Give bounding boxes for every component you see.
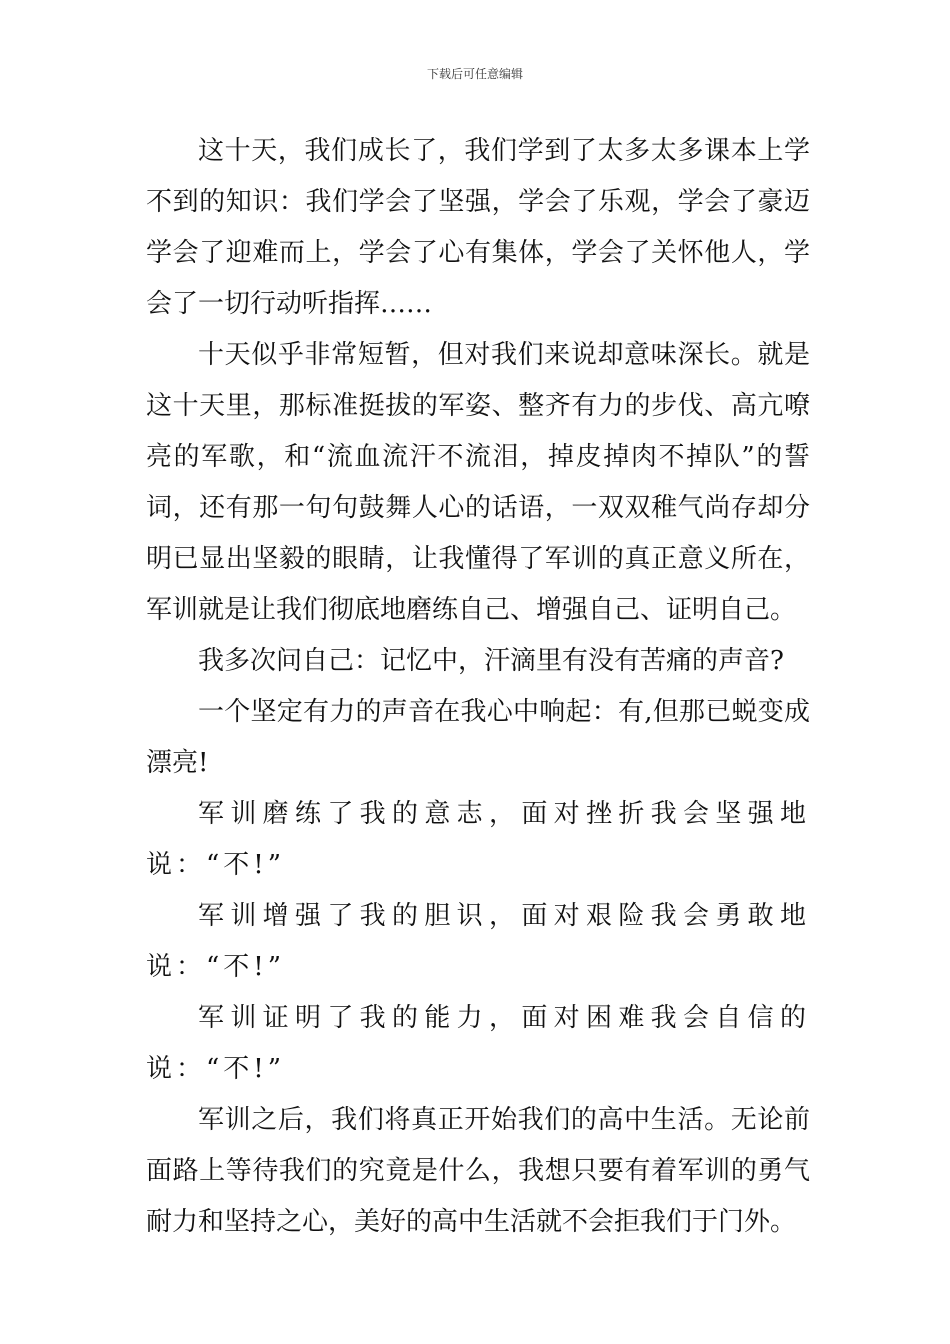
- paragraph: 我多次问自己：记忆中，汗滴里有没有苦痛的声音?: [198, 646, 784, 676]
- paragraph: 一个坚定有力的声音在我心中响起：有,但那已蜕变成漂亮!: [146, 697, 810, 778]
- paragraph: 军训磨练了我的意志，面对挫折我会坚强地说：“不!”: [146, 799, 810, 880]
- paragraph: 军训之后，我们将真正开始我们的高中生活。无论前面路上等待我们的究竟是什么，我想只要有着军训的勇气耐力和坚持之心，美好的高中生活就不会拒我们于门外。: [146, 1105, 810, 1237]
- body-text: [146, 126, 810, 1248]
- paragraph: 十天似乎非常短暂，但对我们来说却意味深长。就是这十天里，那标准挺拔的军姿、整齐有力的步伐、高亢嘹亮的军歌，和“流血流汗不流泪，掉皮掉肉不掉队”的誓词，还有那一句句鼓舞人心的话语，一双双稚气尚存却分明已显出坚毅的眼睛，让我懂得了军训的真正意义所在，军训就是让我们彻底地磨练自己、增强自己、证明自己。: [146, 340, 810, 625]
- paragraph: 军训证明了我的能力，面对困难我会自信的说：“不!”: [146, 1003, 810, 1084]
- paragraph: 军训增强了我的胆识，面对艰险我会勇敢地说：“不!”: [146, 901, 810, 982]
- paragraph: 这十天，我们成长了，我们学到了太多太多课本上学不到的知识：我们学会了坚强，学会了乐观，学会了豪迈学会了迎难而上，学会了心有集体，学会了关怀他人，学会了一切行动听指挥……: [146, 136, 810, 319]
- header-note: 下载后可任意编辑: [426, 67, 523, 81]
